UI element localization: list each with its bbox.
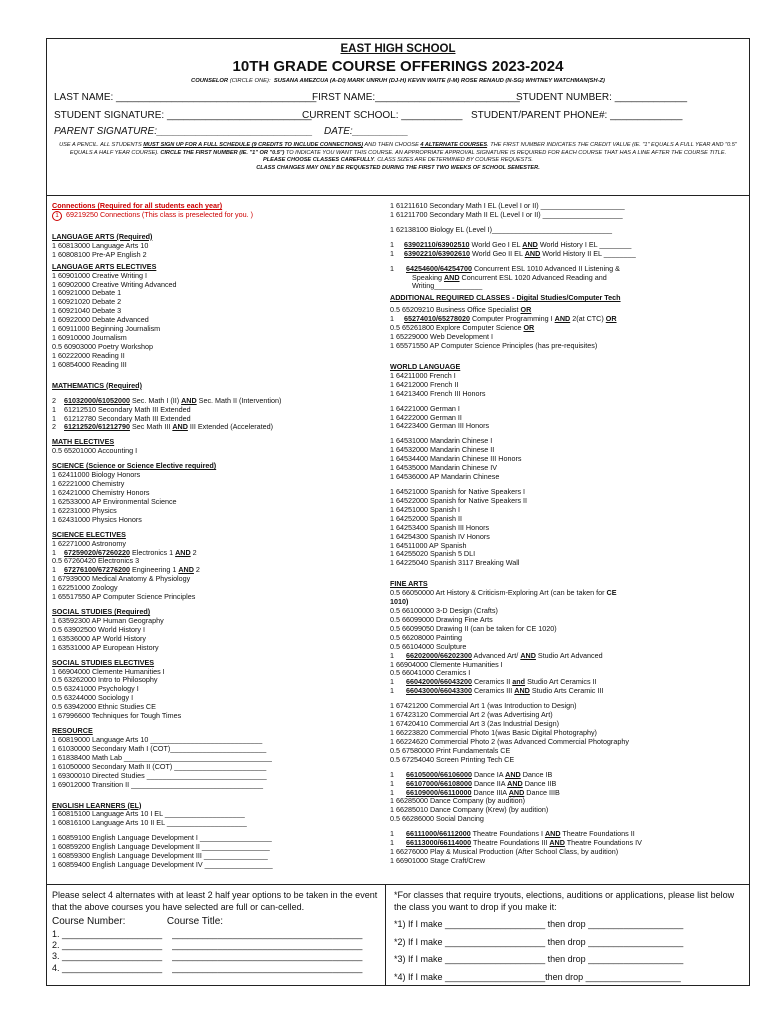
list-item[interactable]: 1 61212780 Secondary Math III Extended: [52, 413, 191, 423]
alternates-lines: [52, 929, 379, 974]
list-item[interactable]: 1 69300010 Directed Studies ______________________________: [52, 770, 267, 780]
list-item[interactable]: 1 61838400 Math Lab _____________________________________: [52, 752, 272, 762]
list-item[interactable]: 0.5 65201000 Accounting I: [52, 446, 138, 456]
list-item[interactable]: 0.5 63244000 Sociology I: [52, 693, 134, 703]
list-item[interactable]: 1 65517550 AP Computer Science Principles: [52, 592, 196, 602]
list-item[interactable]: 1 64211000 French I: [390, 370, 456, 380]
list-item[interactable]: 1 61030000 Secondary Math I (COT)________________________: [52, 743, 267, 753]
list-item[interactable]: 1 66223820 Commercial Photo 1(was Basic Digital Photography): [390, 728, 597, 738]
dance-list: [390, 771, 748, 798]
course-title-label: Course Title:: [166, 916, 224, 928]
list-item[interactable]: 2 61032000/61052000 Sec. Math I (II) AND Sec. Math II (Intervention): [52, 395, 282, 405]
sci-el-heading: SCIENCE ELECTIVES: [52, 529, 126, 539]
list-item[interactable]: 1 60921040 Debate 3: [52, 306, 122, 316]
list-item[interactable]: 1 62221000 Chemistry: [52, 479, 125, 489]
math-heading: MATHEMATICS (Required): [52, 380, 142, 390]
list-item[interactable]: 1 64252000 Spanish II: [390, 513, 462, 523]
additional-heading: ADDITIONAL REQUIRED CLASSES - Digital Studies/Computer Tech: [390, 293, 621, 303]
list-item[interactable]: 0.5 66104000 Sculpture: [390, 641, 467, 651]
list-item[interactable]: 1 65274010/65278020 Computer Programming I AND 2(at CTC) OR: [390, 314, 617, 324]
list-item[interactable]: 1 66224620 Commercial Photo 2 (was Advanced Commercial Photography: [390, 736, 629, 746]
list-item[interactable]: 1 64223400 German III Honors: [390, 421, 490, 431]
list-item[interactable]: 0.5 66208000 Painting: [390, 632, 462, 642]
list-item[interactable]: 0.5 67254040 Screen Printing Tech CE: [390, 754, 515, 764]
fine-arts-list-b: [390, 661, 748, 679]
el-heading: ENGLISH LEARNERS (EL): [52, 800, 142, 810]
tryout-lines: [394, 916, 742, 986]
lang-heading: LANGUAGE ARTS (Required): [52, 231, 153, 241]
math-el-heading: MATH ELECTIVES: [52, 437, 115, 447]
student-signature-field[interactable]: STUDENT SIGNATURE: __________________________: [54, 110, 312, 121]
tryout-line[interactable]: *3) If I make ____________________ then drop ___________________: [394, 954, 684, 965]
lang-el-list: [52, 272, 382, 370]
list-item[interactable]: 0.5 66050000 Art History & Criticism-Exploring Art (can be taken for CE: [390, 588, 617, 598]
alternate-line[interactable]: 1. ____________________ ______________________________________: [52, 928, 363, 939]
ss-el-heading: SOCIAL STUDIES ELECTIVES: [52, 657, 155, 667]
list-item[interactable]: 1 64221000 German I: [390, 403, 460, 413]
list-item[interactable]: 1 64251000 Spanish I: [390, 504, 460, 514]
theatre-list-b: [390, 848, 748, 866]
list-item[interactable]: 1 60815100 Language Arts 10 I EL ____________________: [52, 809, 245, 819]
list-item[interactable]: 1 67276100/67276200 Engineering 1 AND 2: [52, 565, 200, 575]
list-item[interactable]: 1 66904000 Clemente Humanities I: [390, 659, 503, 669]
list-item[interactable]: 1 60813000 Language Arts 10: [52, 240, 149, 250]
list-item[interactable]: 1 61212510 Secondary Math III Extended: [52, 404, 191, 414]
list-item[interactable]: 0.5 63942000 Ethnic Studies CE: [52, 702, 156, 712]
el-list: [52, 810, 382, 828]
commercial-art-list: [390, 702, 748, 764]
german-list: [390, 405, 748, 432]
alternate-line[interactable]: 2. ____________________ ______________________________________: [52, 940, 363, 951]
date-field[interactable]: DATE:__________: [324, 126, 409, 137]
list-item[interactable]: 0.5 63262000 Intro to Philosophy: [52, 675, 158, 685]
eld-list: [52, 834, 382, 870]
list-item[interactable]: 1 60819000 Language Arts 10 ____________________________: [52, 735, 263, 745]
list-item[interactable]: 1 67996600 Techniques for Tough Times: [52, 711, 182, 721]
french-list: [390, 372, 748, 399]
list-item[interactable]: 1 64255020 Spanish 5 DLI: [390, 549, 476, 559]
list-item[interactable]: 1 67939000 Medical Anatomy & Physiology: [52, 574, 191, 584]
list-item[interactable]: 1 60808100 Pre-AP English 2: [52, 249, 147, 259]
list-item[interactable]: 1 66276000 Play & Musical Production (After School Class, by audition): [390, 847, 619, 857]
list-item[interactable]: 0.5 66099000 Drawing Fine Arts: [390, 614, 493, 624]
list-item[interactable]: 1 66105000/66106000 Dance IA AND Dance IB: [390, 769, 553, 779]
list-item[interactable]: 0.5 65209210 Business Office Specialist OR: [390, 305, 532, 315]
list-item[interactable]: 1 66904000 Clemente Humanities I: [52, 666, 165, 676]
spanish-list: [390, 488, 748, 568]
tryout-line[interactable]: *2) If I make ____________________ then drop ___________________: [394, 936, 684, 947]
fine-arts-heading: FINE ARTS: [390, 579, 428, 589]
list-item[interactable]: 1 64535000 Mandarin Chinese IV: [390, 463, 498, 473]
alternates-intro: Please select 4 alternates with at least 2 half year options to be taken in the event that the above courses you have selected are full or can-celled.: [52, 890, 378, 913]
list-item[interactable]: 1 60859100 English Language Development I __________________: [52, 833, 272, 843]
list-item[interactable]: 0.5 67580000 Print Fundamentals CE: [390, 745, 511, 755]
alternate-line[interactable]: 3. ____________________ ______________________________________: [52, 951, 363, 962]
list-item[interactable]: 1 64225040 Spanish 3117 Breaking Wall: [390, 558, 520, 568]
list-item[interactable]: 1 63536000 AP World History: [52, 633, 147, 643]
math-el-list: [52, 447, 382, 456]
counselor-label: COUNSELOR: [191, 78, 229, 84]
ss-el-list: [52, 668, 382, 722]
list-item[interactable]: 1 64522000 Spanish for Native Speakers II: [390, 495, 528, 505]
list-item[interactable]: 1 65571550 AP Computer Science Principles (has pre-requisites): [390, 340, 598, 350]
list-item-cont: Writing____________: [412, 281, 483, 291]
list-item[interactable]: 1 67421200 Commercial Art 1 (was Introduction to Design): [390, 701, 577, 711]
mandarin-list: [390, 437, 748, 482]
list-item[interactable]: 2 61212520/61212790 Sec Math III AND III Extended (Accelerated): [52, 422, 273, 432]
ss-list: [52, 617, 382, 653]
connections-heading: Connections (Required for all students each year): [52, 201, 223, 210]
list-item[interactable]: 0.5 63241000 Psychology I: [52, 684, 139, 694]
list-item[interactable]: 1 60911000 Beginning Journalism: [52, 324, 161, 334]
list-item[interactable]: 0.5 66041000 Ceramics I: [390, 668, 471, 678]
list-item[interactable]: 1 64534400 Mandarin Chinese III Honors: [390, 454, 522, 464]
phone-field[interactable]: STUDENT/PARENT PHONE#: _____________: [471, 110, 683, 121]
list-item[interactable]: 1 60859300 English Language Development III ________________: [52, 851, 268, 861]
list-item-cont: 1010): [390, 597, 409, 607]
list-item[interactable]: 1 60901000 Creative Writing I: [52, 270, 147, 280]
student-number-field[interactable]: STUDENT NUMBER: _____________: [516, 92, 688, 103]
right-column: [390, 202, 748, 866]
list-item[interactable]: 1 62138100 Biology EL (Level I)______________________________: [390, 224, 612, 234]
list-item[interactable]: 1 63902210/63902610 World Geo II EL AND World History II EL ________: [390, 248, 636, 258]
list-item[interactable]: 0.5 66099050 Drawing II (can be taken for CE 1020): [390, 623, 557, 633]
list-item[interactable]: 1 63592300 AP Human Geography: [52, 615, 164, 625]
math-list: [52, 397, 382, 433]
list-item[interactable]: 1 60921000 Debate 1: [52, 288, 122, 298]
list-item[interactable]: 1 60922000 Debate Advanced: [52, 315, 149, 325]
list-item[interactable]: 1 60910000 Journalism: [52, 333, 127, 343]
alternates-section: [46, 884, 386, 986]
last-name-field[interactable]: LAST NAME: ____________________________________: [54, 92, 317, 103]
fine-arts-list: [390, 607, 748, 652]
counselor-names[interactable]: SUSANA AMEZCUA (A-DI) MARK UNRUH (DJ-H) KEVIN WAITE (I-M) ROSE RENAUD (N-SG) WHITNEY WATCHMAN(SH-Z): [273, 78, 605, 84]
instructions: USE A PENCIL. ALL STUDENTS MUST SIGN UP FOR A FULL SCHEDULE (9 CREDITS TO INCLUDE CONNECTIONS) AND THEN CHOOSE 4 ALTERNATE COURSES. THE FIRST NUMBER INDICATES THE CREDIT VALUE (IE. "1" EQUALS A FULL YEAR AND "0.5" EQUALS A HALF YEAR COURSE). CIRCLE THE FIRST NUMBER (IE. "1" OR "0.5") TO INDICATE YOU WANT THIS COURSE. AN APPROPRIATE APPROVAL SIGNATURE IS REQUIRED FOR EACH COURSE THAT HAS A LINE AFTER THE COURSE TITLE. PLEASE CHOOSE CLASSES CAREFULLY. CLASS SIZES ARE DETERMINED BY COURSE REQUESTS. CLASS CHANGES MAY ONLY BE REQUESTED DURING THE FIRST TWO WEEKS OF SCHOOL SEMESTER.: [59, 142, 737, 172]
class-change-note: CLASS CHANGES MAY ONLY BE REQUESTED DURING THE FIRST TWO WEEKS OF SCHOOL SEMESTER.: [256, 165, 540, 172]
list-item[interactable]: 1 64532000 Mandarin Chinese II: [390, 445, 495, 455]
list-item[interactable]: 1 60222000 Reading II: [52, 350, 125, 360]
list-item[interactable]: 1 66285000 Dance Company (by audition): [390, 796, 526, 806]
list-item[interactable]: 1 61211610 Secondary Math I EL (Level I or II) _____________________: [390, 201, 625, 210]
sci-list: [52, 471, 382, 525]
additional-list: [390, 333, 748, 351]
tryout-intro: *For classes that require tryouts, elections, auditions or applications, please list below the class you want to drop if you make it:: [394, 890, 735, 913]
list-item[interactable]: 1 63902110/63902510 World Geo I EL AND World History I EL ________: [390, 239, 632, 249]
list-item[interactable]: 1 66107000/66108000 Dance IIA AND Dance IIB: [390, 778, 557, 788]
theatre-list: [390, 830, 748, 848]
list-item[interactable]: 1 62431000 Physics Honors: [52, 514, 142, 524]
list-item[interactable]: 1 64521000 Spanish for Native Speakers I: [390, 486, 526, 496]
list-item[interactable]: 0.5 60903000 Poetry Workshop: [52, 341, 153, 351]
list-item[interactable]: 1 61211700 Secondary Math II EL (Level I or II) ____________________: [390, 209, 623, 219]
counselor-line: [46, 78, 750, 84]
list-item[interactable]: 1 60816100 Language Arts 10 II EL ____________________: [52, 818, 247, 828]
lang-el-heading: LANGUAGE ARTS ELECTIVES: [52, 261, 157, 271]
list-item[interactable]: 0.5 67260420 Electronics 3: [52, 556, 140, 566]
list-item[interactable]: 1 64222000 German II: [390, 412, 462, 422]
list-item[interactable]: 1 64254300 Spanish IV Honors: [390, 531, 490, 541]
sci-heading: SCIENCE (Science or Science Elective required): [52, 461, 217, 471]
school-name: EAST HIGH SCHOOL: [340, 43, 456, 55]
selected-circle: 1: [52, 211, 62, 221]
list-item[interactable]: 1 64531000 Mandarin Chinese I: [390, 436, 493, 446]
current-school-field[interactable]: CURRENT SCHOOL: ___________: [302, 110, 463, 121]
list-item[interactable]: 0.5 65261800 Explore Computer Science OR: [390, 323, 535, 333]
counselor-hint: (CIRCLE ONE):: [229, 78, 271, 84]
list-item[interactable]: 1 64212000 French II: [390, 379, 459, 389]
connections-row: 1 69219250 Connections (This class is preselected for you. ): [52, 211, 382, 221]
list-item[interactable]: 1 66043000/66043300 Ceramics III AND Studio Arts Ceramic III: [390, 686, 604, 696]
ss-heading: SOCIAL STUDIES (Required): [52, 607, 151, 617]
left-column: [52, 202, 382, 870]
list-item[interactable]: 1 63531000 AP European History: [52, 642, 159, 652]
list-item[interactable]: 1 67423120 Commercial Art 2 (was Advertising Art): [390, 710, 553, 720]
list-item[interactable]: 1 64511000 AP Spanish: [390, 540, 467, 550]
list-item[interactable]: 0.5 63902500 World History I: [52, 624, 145, 634]
page-title: 10TH GRADE COURSE OFFERINGS 2023-2024: [232, 58, 564, 75]
parent-signature-field[interactable]: PARENT SIGNATURE:____________________________: [54, 126, 313, 137]
tryout-line[interactable]: *4) If I make ____________________then drop ___________________: [394, 971, 681, 982]
list-item[interactable]: 1 62231000 Physics: [52, 505, 117, 515]
list-item[interactable]: 1 60859400 English Language Development IV _________________: [52, 860, 273, 870]
list-item[interactable]: 1 66285010 Dance Company (Krew) (by audition): [390, 805, 549, 815]
list-item[interactable]: 1 66901000 Stage Craft/Crew: [390, 856, 486, 865]
list-item[interactable]: 1 69012000 Transition II _________________________________: [52, 779, 264, 789]
dance-list-b: [390, 797, 748, 824]
list-item[interactable]: 1 64254600/64254700 Concurrent ESL 1010 Advanced II Listening &: [390, 263, 620, 273]
math-el-list-right: [390, 202, 748, 220]
list-item-cont: Speaking AND Concurrent ESL 1020 Advanced Reading and: [412, 272, 607, 282]
list-item[interactable]: 1 62251000 Zoology: [52, 583, 118, 593]
list-item[interactable]: 1 64213400 French III Honors: [390, 388, 486, 398]
list-item[interactable]: 1 64253400 Spanish III Honors: [390, 522, 490, 532]
first-name-field[interactable]: FIRST NAME:__________________________: [312, 92, 520, 103]
list-item[interactable]: 1 62421000 Chemistry Honors: [52, 487, 150, 497]
alternate-line[interactable]: 4. ____________________ ______________________________________: [52, 962, 363, 973]
lang-list: [52, 242, 382, 260]
list-item[interactable]: 1 65229000 Web Development I: [390, 332, 493, 342]
form-header: [46, 38, 750, 196]
list-item[interactable]: 1 66042000/66043200 Ceramics II and Studio Art Ceramics II: [390, 677, 597, 687]
list-item[interactable]: 1 66202000/66202300 Advanced Art/ AND Studio Art Advanced: [390, 650, 603, 660]
list-item[interactable]: 1 60859200 English Language Development II _________________: [52, 842, 270, 852]
list-item[interactable]: 1 66111000/66112000 Theatre Foundations I AND Theatre Foundations II: [390, 829, 635, 839]
list-item[interactable]: 1 67259020/67260220 Electronics 1 AND 2: [52, 547, 197, 557]
list-item[interactable]: 1 60921020 Debate 2: [52, 297, 122, 307]
resource-heading: RESOURCE: [52, 726, 93, 736]
course-number-label: Course Number:: [52, 916, 126, 928]
list-item[interactable]: 1 66109000/66110000 Dance IIIA AND Dance IIIB: [390, 787, 560, 797]
list-item[interactable]: 1 64536000 AP Mandarin Chinese: [390, 472, 500, 482]
list-item[interactable]: 1 60854000 Reading III: [52, 359, 127, 369]
list-item[interactable]: 0.5 66100000 3-D Design (Crafts): [390, 606, 498, 616]
alternates-columns: [52, 915, 379, 929]
list-item[interactable]: 1 62271000 Astronomy: [52, 538, 126, 548]
list-item[interactable]: 1 60902000 Creative Writing Advanced: [52, 279, 177, 289]
list-item[interactable]: 1 67420410 Commercial Art 3 (2as Industrial Design): [390, 719, 559, 729]
sci-el-list: [52, 575, 382, 602]
world-language-heading: WORLD LANGUAGE: [390, 361, 461, 371]
list-item[interactable]: 1 62411000 Biology Honors: [52, 470, 141, 480]
resource-list: [52, 736, 382, 790]
list-item[interactable]: 0.5 66286000 Social Dancing: [390, 814, 484, 824]
list-item[interactable]: 1 66113000/66114000 Theatre Foundations III AND Theatre Foundations IV: [390, 838, 642, 848]
list-item[interactable]: 1 62533000 AP Environmental Science: [52, 496, 177, 506]
tryout-section: [386, 884, 750, 986]
tryout-line[interactable]: *1) If I make ____________________ then drop ___________________: [394, 919, 684, 930]
list-item[interactable]: 1 61050000 Secondary Math II (COT) _______________________: [52, 761, 267, 771]
